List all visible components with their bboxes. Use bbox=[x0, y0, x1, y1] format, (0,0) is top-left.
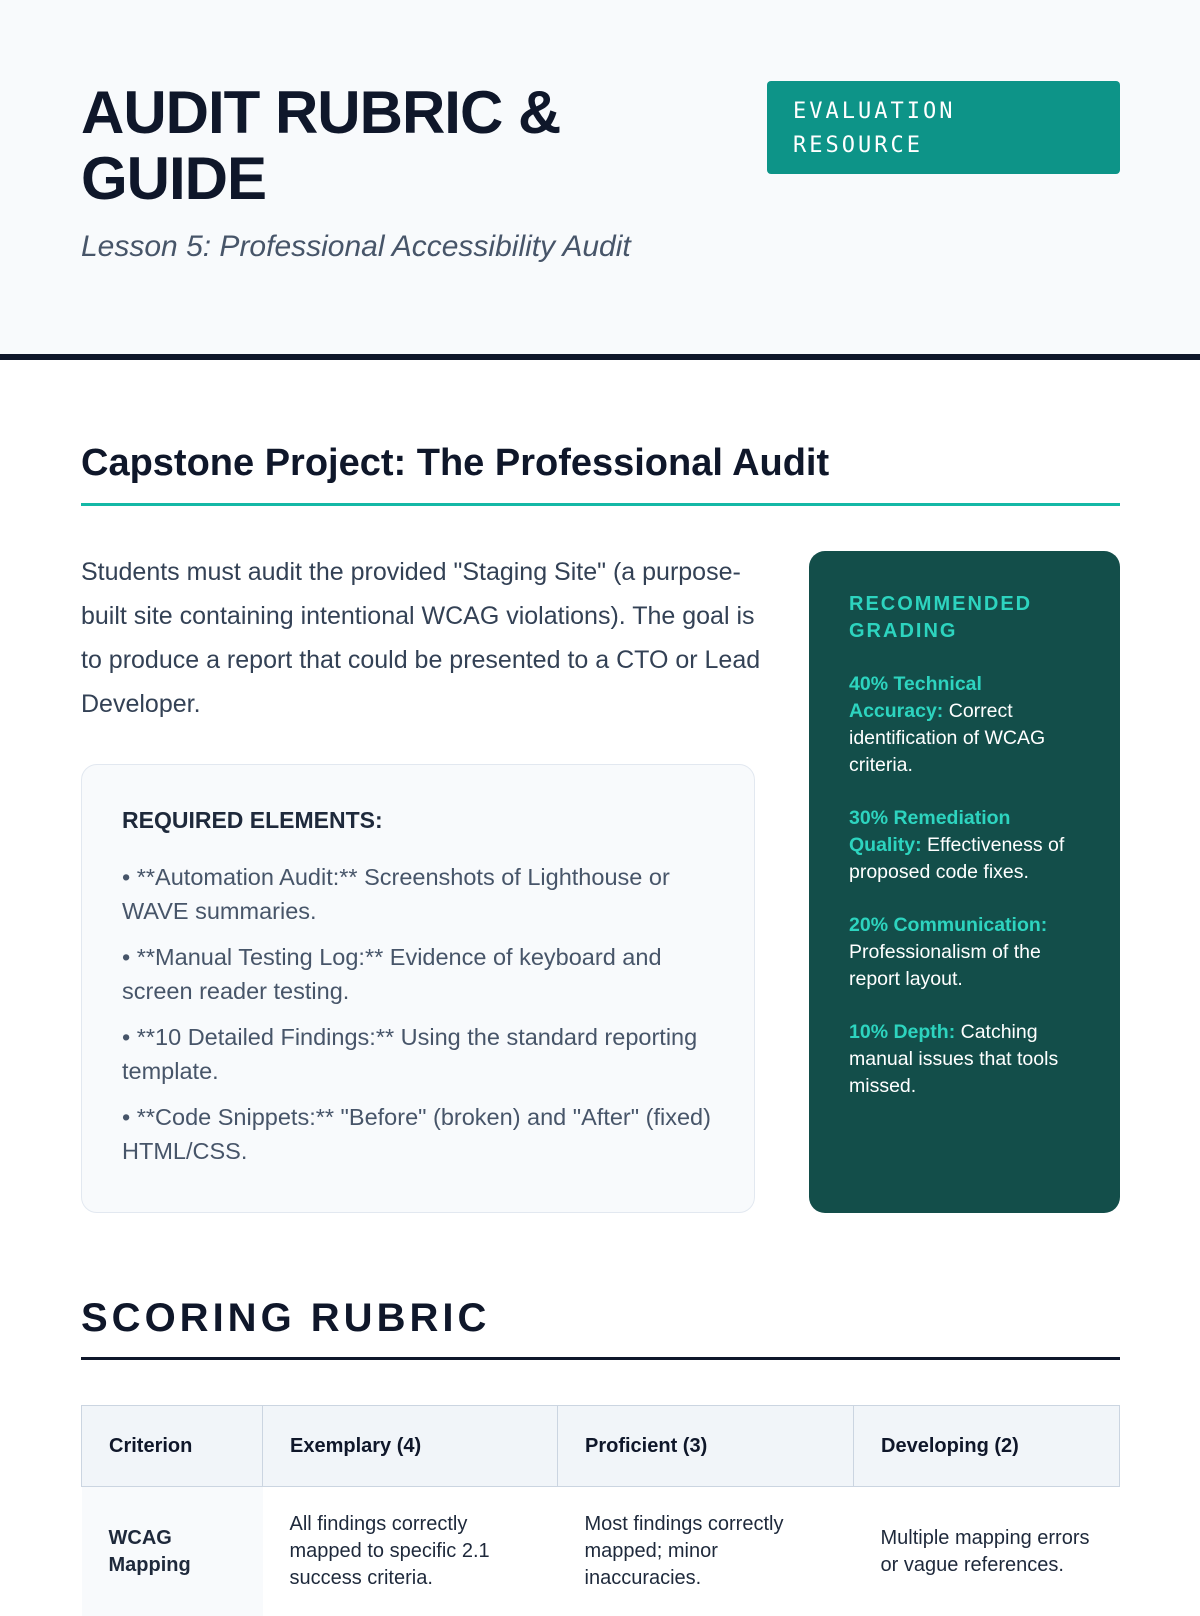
table-cell: Most findings correctly mapped; minor inaccuracies. bbox=[558, 1487, 854, 1616]
grading-label: 30% Remediation Quality: bbox=[849, 807, 1010, 856]
capstone-intro: Students must audit the provided "Staging Site" (a purpose-built site containing intentional WCAG violations). The goal is to produce a report that could be presented to a CTO or Lead Developer. bbox=[81, 550, 761, 726]
grading-label: 10% Depth: bbox=[849, 1021, 955, 1043]
grading-label: 40% Technical Accuracy: bbox=[849, 673, 982, 722]
required-item: • **Manual Testing Log:** Evidence of keyboard and screen reader testing. bbox=[122, 940, 714, 1008]
page-header bbox=[0, 0, 1200, 360]
column-header: Criterion bbox=[82, 1406, 263, 1487]
grading-item bbox=[849, 805, 1080, 886]
required-item: • **Code Snippets:** "Before" (broken) and "After" (fixed) HTML/CSS. bbox=[122, 1100, 714, 1168]
grading-item bbox=[849, 671, 1080, 779]
table-header-row bbox=[82, 1406, 1120, 1487]
required-item: • **10 Detailed Findings:** Using the standard reporting template. bbox=[122, 1020, 714, 1088]
criterion-cell: WCAG Mapping bbox=[82, 1487, 263, 1616]
table-cell: Multiple mapping errors or vague references. bbox=[854, 1487, 1120, 1616]
page-subtitle: Lesson 5: Professional Accessibility Audit bbox=[81, 230, 631, 264]
scoring-rubric-heading: SCORING RUBRIC bbox=[81, 1296, 1120, 1360]
required-item: • **Automation Audit:** Screenshots of Lighthouse or WAVE summaries. bbox=[122, 860, 714, 928]
grading-item bbox=[849, 912, 1080, 993]
table-cell: All findings correctly mapped to specific 2.1 success criteria. bbox=[263, 1487, 558, 1616]
grading-title: RECOMMENDED GRADING bbox=[849, 591, 1080, 645]
grading-text: Catching manual issues that tools missed. bbox=[849, 1021, 1058, 1097]
required-elements-box bbox=[81, 764, 755, 1213]
grading-text: Effectiveness of proposed code fixes. bbox=[849, 834, 1064, 883]
evaluation-resource-badge: EVALUATION RESOURCE bbox=[767, 81, 1120, 174]
column-header: Exemplary (4) bbox=[263, 1406, 558, 1487]
required-elements-title: REQUIRED ELEMENTS: bbox=[122, 807, 714, 834]
grading-text: Professionalism of the report layout. bbox=[849, 941, 1041, 990]
column-header: Developing (2) bbox=[854, 1406, 1120, 1487]
rubric-table bbox=[81, 1405, 1120, 1616]
column-header: Proficient (3) bbox=[558, 1406, 854, 1487]
grading-item bbox=[849, 1019, 1080, 1100]
table-row bbox=[82, 1487, 1120, 1616]
recommended-grading-card bbox=[809, 551, 1120, 1213]
grading-text: Correct identification of WCAG criteria. bbox=[849, 700, 1045, 776]
page-title: AUDIT RUBRIC & GUIDE bbox=[81, 80, 641, 212]
capstone-heading: Capstone Project: The Professional Audit bbox=[81, 442, 1120, 506]
grading-label: 20% Communication: bbox=[849, 914, 1047, 936]
